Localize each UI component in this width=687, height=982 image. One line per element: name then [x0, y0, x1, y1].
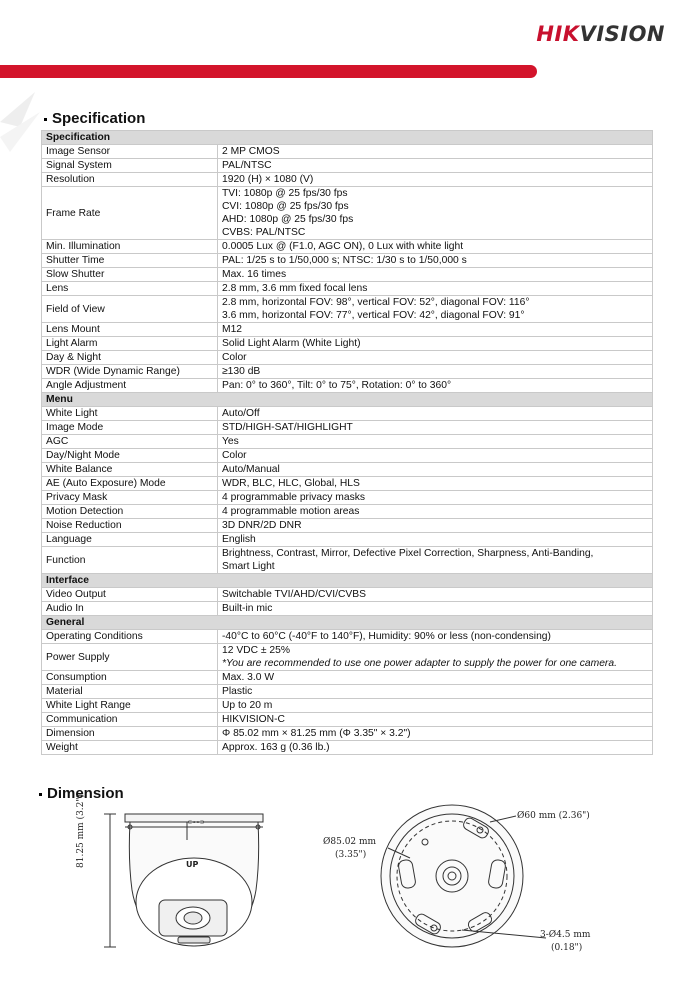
up-label: UP	[186, 860, 199, 869]
height-label: 81.25 mm (3.2")	[76, 793, 86, 868]
spec-key: Privacy Mask	[42, 491, 218, 505]
spec-key: Audio In	[42, 602, 218, 616]
spec-key: Operating Conditions	[42, 630, 218, 644]
spec-value-line: 1920 (H) × 1080 (V)	[222, 174, 314, 185]
diameter-label: Ø85.02 mm	[323, 837, 377, 847]
spec-row	[42, 365, 653, 379]
section-title: Specification	[42, 131, 653, 145]
spec-value	[218, 296, 653, 323]
spec-key: AE (Auto Exposure) Mode	[42, 477, 218, 491]
spec-value	[218, 449, 653, 463]
spec-row	[42, 547, 653, 574]
spec-value-line: -40°C to 60°C (-40°F to 140°F), Humidity: 90% or less (non-condensing)	[222, 631, 551, 642]
spec-value-line: Auto/Off	[222, 408, 260, 419]
spec-row	[42, 727, 653, 741]
hikvision-logo: HIKVISION	[536, 22, 665, 46]
spec-value	[218, 602, 653, 616]
inner-diameter-label: Ø60 mm (2.36")	[517, 811, 590, 821]
spec-value	[218, 435, 653, 449]
spec-value	[218, 741, 653, 755]
spec-row	[42, 435, 653, 449]
spec-row	[42, 187, 653, 240]
spec-row	[42, 519, 653, 533]
spec-value-line: Smart Light	[222, 561, 275, 572]
spec-value-line: 4 programmable privacy masks	[222, 492, 366, 503]
spec-key: Consumption	[42, 671, 218, 685]
spec-value-line: Max. 3.0 W	[222, 672, 275, 683]
spec-value-line: CVI: 1080p @ 25 fps/30 fps	[222, 201, 349, 212]
spec-value	[218, 685, 653, 699]
spec-value	[218, 337, 653, 351]
spec-key: Day/Night Mode	[42, 449, 218, 463]
spec-value-line: 2.8 mm, 3.6 mm fixed focal lens	[222, 283, 368, 294]
spec-row	[42, 671, 653, 685]
spec-value-line: 3D DNR/2D DNR	[222, 520, 302, 531]
hole-inch-label: (0.18")	[551, 943, 583, 953]
spec-row	[42, 268, 653, 282]
spec-key: Material	[42, 685, 218, 699]
spec-key: Angle Adjustment	[42, 379, 218, 393]
spec-value-line: Solid Light Alarm (White Light)	[222, 338, 361, 349]
spec-row	[42, 477, 653, 491]
spec-row	[42, 173, 653, 187]
spec-value	[218, 727, 653, 741]
spec-row	[42, 491, 653, 505]
spec-value-line: HIKVISION-C	[222, 714, 285, 725]
spec-key: Noise Reduction	[42, 519, 218, 533]
spec-value-line: Color	[222, 450, 247, 461]
spec-value-line: Approx. 163 g (0.36 lb.)	[222, 742, 330, 753]
spec-row	[42, 588, 653, 602]
spec-row	[42, 741, 653, 755]
spec-key: Field of View	[42, 296, 218, 323]
spec-value-line: Plastic	[222, 686, 253, 697]
spec-value	[218, 365, 653, 379]
spec-value	[218, 379, 653, 393]
spec-value	[218, 254, 653, 268]
camera-side-view	[104, 814, 263, 947]
spec-row	[42, 254, 653, 268]
spec-value	[218, 505, 653, 519]
diameter-inch-label: (3.35")	[335, 850, 367, 860]
spec-value	[218, 588, 653, 602]
spec-value-line: 3.6 mm, horizontal FOV: 77°, vertical FOV: 42°, diagonal FOV: 91°	[222, 310, 525, 321]
spec-value	[218, 533, 653, 547]
spec-value	[218, 268, 653, 282]
spec-value-line: 0.0005 Lux @ (F1.0, AGC ON), 0 Lux with white light	[222, 241, 464, 252]
spec-row	[42, 449, 653, 463]
section-header	[42, 393, 653, 407]
spec-row	[42, 240, 653, 254]
spec-row	[42, 505, 653, 519]
spec-value-line: Color	[222, 352, 247, 363]
specification-heading: Specification	[44, 110, 145, 127]
spec-value	[218, 630, 653, 644]
spec-key: Lens	[42, 282, 218, 296]
spec-row	[42, 533, 653, 547]
spec-key: Light Alarm	[42, 337, 218, 351]
spec-value	[218, 173, 653, 187]
section-header	[42, 131, 653, 145]
spec-row	[42, 463, 653, 477]
dimension-drawing	[0, 800, 687, 982]
spec-key: Signal System	[42, 159, 218, 173]
spec-value-line: 12 VDC ± 25%	[222, 645, 291, 656]
spec-value	[218, 187, 653, 240]
spec-value-line: PAL/NTSC	[222, 160, 272, 171]
spec-value	[218, 407, 653, 421]
camera-bottom-view	[381, 805, 546, 947]
spec-value	[218, 477, 653, 491]
spec-row	[42, 159, 653, 173]
spec-value-line: Max. 16 times	[222, 269, 287, 280]
spec-row	[42, 685, 653, 699]
spec-key: Video Output	[42, 588, 218, 602]
spec-key: Weight	[42, 741, 218, 755]
spec-key: Dimension	[42, 727, 218, 741]
spec-key: Motion Detection	[42, 505, 218, 519]
spec-row	[42, 602, 653, 616]
spec-value	[218, 159, 653, 173]
spec-row	[42, 379, 653, 393]
section-title: Menu	[42, 393, 653, 407]
spec-row	[42, 421, 653, 435]
spec-row	[42, 145, 653, 159]
spec-value	[218, 671, 653, 685]
spec-value	[218, 699, 653, 713]
spec-row	[42, 351, 653, 365]
spec-value-line: Built-in mic	[222, 603, 273, 614]
spec-value-line: Brightness, Contrast, Mirror, Defective Pixel Correction, Sharpness, Anti-Banding,	[222, 548, 594, 559]
spec-note: *You are recommended to use one power adapter to supply the power for one camera.	[222, 658, 617, 669]
spec-row	[42, 282, 653, 296]
section-title: General	[42, 616, 653, 630]
spec-value	[218, 351, 653, 365]
spec-value	[218, 145, 653, 159]
section-title: Interface	[42, 574, 653, 588]
spec-value	[218, 644, 653, 671]
spec-key: Resolution	[42, 173, 218, 187]
spec-key: Slow Shutter	[42, 268, 218, 282]
spec-key: Function	[42, 547, 218, 574]
spec-key: Day & Night	[42, 351, 218, 365]
hole-label: 3-Ø4.5 mm	[540, 930, 591, 940]
spec-value-line: 2 MP CMOS	[222, 146, 280, 157]
spec-value-line: English	[222, 534, 256, 545]
spec-value-line: Yes	[222, 436, 239, 447]
spec-key: White Light Range	[42, 699, 218, 713]
spec-value	[218, 713, 653, 727]
spec-row	[42, 713, 653, 727]
spec-value-line: 2.8 mm, horizontal FOV: 98°, vertical FOV: 52°, diagonal FOV: 116°	[222, 297, 530, 308]
spec-table	[41, 130, 653, 755]
spec-value-line: M12	[222, 324, 243, 335]
spec-row	[42, 407, 653, 421]
spec-value-line: Switchable TVI/AHD/CVI/CVBS	[222, 589, 367, 600]
spec-key: White Balance	[42, 463, 218, 477]
spec-value	[218, 519, 653, 533]
spec-value-line: Auto/Manual	[222, 464, 280, 475]
spec-key: Power Supply	[42, 644, 218, 671]
spec-row	[42, 296, 653, 323]
spec-key: Frame Rate	[42, 187, 218, 240]
dimension-heading: Dimension	[39, 785, 124, 802]
brand-red-bar	[0, 65, 537, 78]
spec-value-line: AHD: 1080p @ 25 fps/30 fps	[222, 214, 354, 225]
spec-value-line: STD/HIGH-SAT/HIGHLIGHT	[222, 422, 353, 433]
spec-row	[42, 644, 653, 671]
spec-key: Shutter Time	[42, 254, 218, 268]
spec-row	[42, 699, 653, 713]
spec-value	[218, 491, 653, 505]
spec-value	[218, 547, 653, 574]
mic-icon-text: ⊂∘∘⊃	[187, 819, 205, 826]
spec-key: AGC	[42, 435, 218, 449]
spec-value	[218, 323, 653, 337]
section-header	[42, 616, 653, 630]
spec-value-line: 4 programmable motion areas	[222, 506, 360, 517]
spec-value-line: Pan: 0° to 360°, Tilt: 0° to 75°, Rotation: 0° to 360°	[222, 380, 452, 391]
spec-value-line: Up to 20 m	[222, 700, 273, 711]
section-header	[42, 574, 653, 588]
spec-value-line: TVI: 1080p @ 25 fps/30 fps	[222, 188, 348, 199]
spec-key: Language	[42, 533, 218, 547]
spec-key: White Light	[42, 407, 218, 421]
spec-value	[218, 421, 653, 435]
spec-key: Min. Illumination	[42, 240, 218, 254]
spec-value-line: WDR, BLC, HLC, Global, HLS	[222, 478, 360, 489]
spec-row	[42, 630, 653, 644]
spec-key: Image Sensor	[42, 145, 218, 159]
spec-value-line: CVBS: PAL/NTSC	[222, 227, 306, 238]
spec-value	[218, 463, 653, 477]
spec-key: Communication	[42, 713, 218, 727]
spec-key: Image Mode	[42, 421, 218, 435]
spec-value	[218, 282, 653, 296]
spec-value-line: Φ 85.02 mm × 81.25 mm (Φ 3.35" × 3.2")	[222, 728, 411, 739]
spec-row	[42, 323, 653, 337]
spec-value-line: PAL: 1/25 s to 1/50,000 s; NTSC: 1/30 s to 1/50,000 s	[222, 255, 467, 266]
spec-value-line: ≥130 dB	[222, 366, 261, 377]
spec-value	[218, 240, 653, 254]
spec-row	[42, 337, 653, 351]
spec-key: WDR (Wide Dynamic Range)	[42, 365, 218, 379]
spec-key: Lens Mount	[42, 323, 218, 337]
